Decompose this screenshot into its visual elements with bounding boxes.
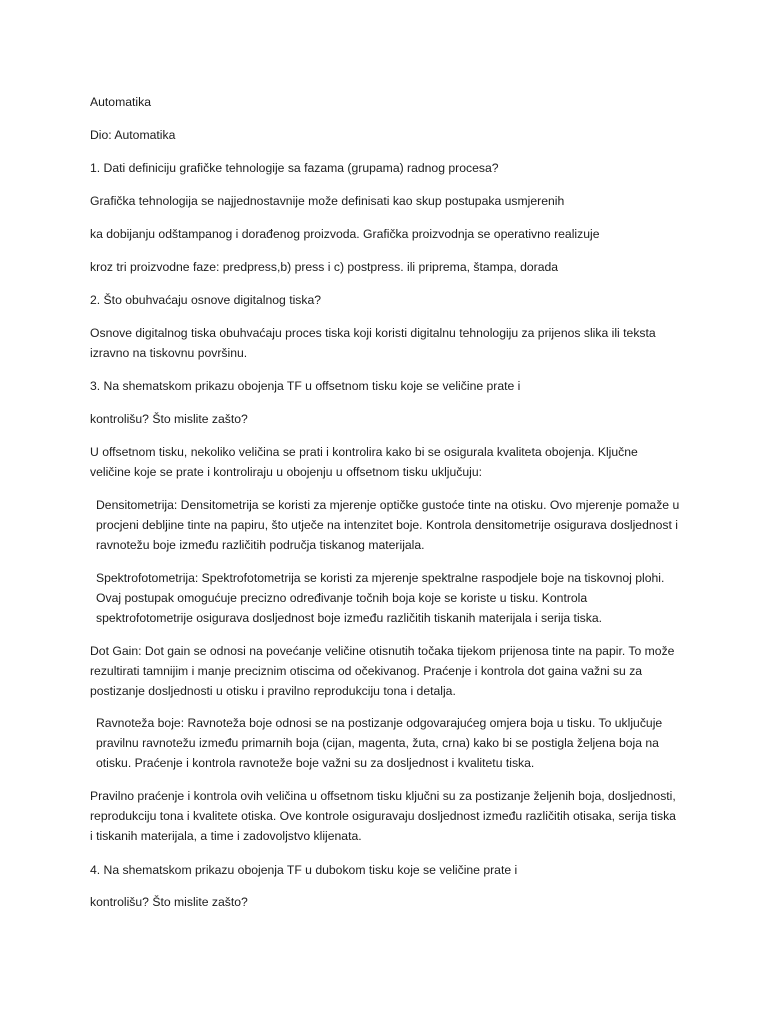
question-3-line-2: kontrolišu? Što mislite zašto? [90,412,248,426]
answer-1-line-2: ka dobijanju odštampanog i dorađenog proizvoda. Grafička proizvodnja se operativno realizuje [90,227,600,241]
answer-1-line-3: kroz tri proizvodne faze: predpress,b) press i c) postpress. ili priprema, štampa, dorada [90,260,559,274]
question-1: 1. Dati definiciju grafičke tehnologije sa fazama (grupama) radnog procesa? [90,161,499,175]
question-2: 2. Što obuhvaćaju osnove digitalnog tiska? [90,293,322,307]
answer-1-line-1: Grafička tehnologija se najjednostavnije može definisati kao skup postupaka usmjerenih [90,194,565,208]
answer-3-spectrophotometry: Spektrofotometrija: Spektrofotometrija se koristi za mjerenje spektralne raspodjele boje na tiskovnoj plohi. Ovaj postupak omogućuje precizno određivanje točnih boja koje se koriste u tisku. Kontrola spektrofotometrije osigurava dosljednost boje između različitih tiskanih materijala i serija tiska. [96,571,665,625]
answer-3-densitometry: Densitometrija: Densitometrija se koristi za mjerenje optičke gustoće tinte na otisku. Ovo mjerenje pomaže u procjeni debljine tinte na papiru, što utječe na intenzitet boje. Kontrola densitometrije osigurava dosljednost i ravnotežu boje između različitih područja tiskanog materijala. [96,498,680,552]
answer-3-color-balance: Ravnoteža boje: Ravnoteža boje odnosi se na postizanje odgovarajućeg omjera boja u tisku. To uključuje pravilnu ravnotežu između primarnih boja (cijan, magenta, žuta, crna) kako bi se postigla željena boja na otisku. Praćenje i kontrola ravnoteže boje važni su za dosljednost i kvalitetu tiska. [96,716,663,770]
answer-3-conclusion: Pravilno praćenje i kontrola ovih veličina u offsetnom tisku ključni su za postizanje željenih boja, dosljednosti, reprodukciju tona i kvalitete otiska. Ove kontrole osiguravaju dosljednost između različitih otisaka, serija tiska i tiskanih materijala, a time i zadovoljstvo klijenata. [90,789,676,843]
document-heading: Automatika [90,95,151,109]
answer-3-dot-gain: Dot Gain: Dot gain se odnosi na povećanje veličine otisnutih točaka tijekom prijenosa tinte na papir. To može rezultirati tamnijim i manje preciznim otiscima od očekivanog. Praćenje i kontrola dot gaina važni su za postizanje dosljednosti u otisku i pravilno reprodukciju tona i detalja. [90,644,675,698]
question-4-line-1: 4. Na shematskom prikazu obojenja TF u dubokom tisku koje se veličine prate i [90,863,518,877]
question-4-line-2: kontrolišu? Što mislite zašto? [90,895,248,909]
answer-2: Osnove digitalnog tiska obuhvaćaju proces tiska koji koristi digitalnu tehnologiju za prijenos slika ili teksta izravno na tiskovnu površinu. [90,326,656,360]
question-3-line-1: 3. Na shematskom prikazu obojenja TF u offsetnom tisku koje se veličine prate i [90,379,521,393]
section-title: Dio: Automatika [90,128,176,142]
answer-3-intro: U offsetnom tisku, nekoliko veličina se prati i kontrolira kako bi se osigurala kvaliteta obojenja. Ključne veličine koje se prate i kontroliraju u obojenju u offsetnom tisku uključuju: [90,445,638,479]
